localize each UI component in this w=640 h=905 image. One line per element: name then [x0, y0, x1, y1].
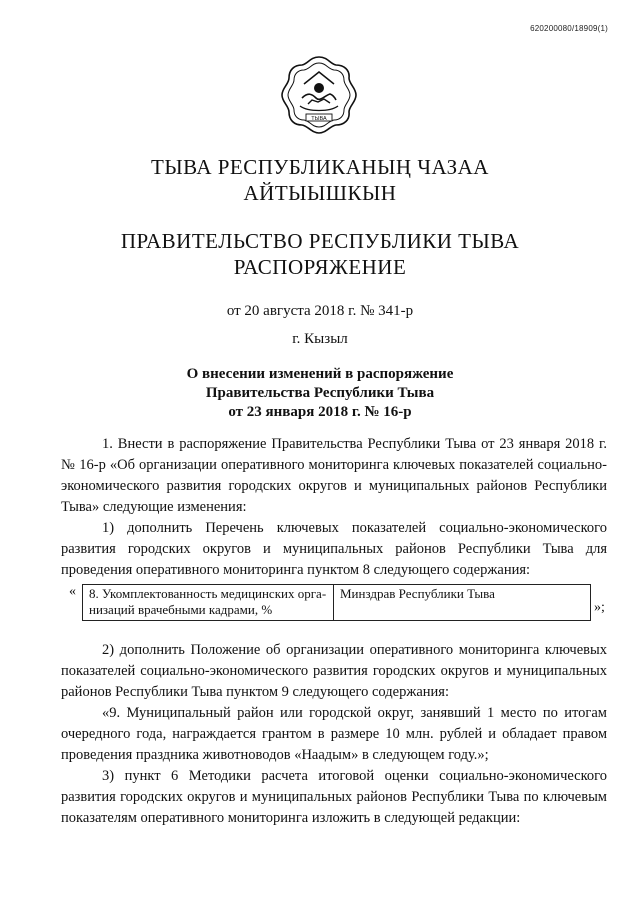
- header-russian-line1: ПРАВИТЕЛЬСТВО РЕСПУБЛИКИ ТЫВА: [120, 229, 520, 253]
- coat-of-arms-emblem: [278, 54, 360, 136]
- paragraph-2: 1) дополнить Перечень ключевых показателей социально-экономического развития городских округов и муниципальных районов Республики Тыва для проведения оперативного мониторинга пунктом 8 следующего содержания:: [61, 520, 607, 578]
- paragraph-3: 2) дополнить Положение об организации оперативного мониторинга ключевых показателей социально-экономического развития городских округов и муниципальных районов Республики Тыва пунктом 9 следующего содержания:: [61, 642, 607, 700]
- subject-line1: О внесении изменений в распоряжение: [186, 366, 454, 382]
- table-open-quote: «: [69, 584, 76, 599]
- date-line: от 20 августа 2018 г. № 341-р: [226, 303, 414, 319]
- emblem-icon: [278, 54, 360, 136]
- subject-line3: от 23 января 2018 г. № 16-р: [228, 404, 412, 420]
- table-close-quote: »;: [594, 600, 605, 615]
- header-russian-line2: РАСПОРЯЖЕНИЕ: [233, 255, 407, 279]
- paragraph-4: «9. Муниципальный район или городской округ, занявший 1 место по итогам очередного года, награждается грантом в размере 10 млн. рублей и обладает правом проведения праздника животноводов «Наадым» в следующем году.»;: [61, 705, 607, 763]
- subject-line2: Правительства Республики Тыва: [205, 385, 435, 401]
- city: г. Кызыл: [292, 331, 348, 347]
- header-tuvan-line2: АЙТЫЫШКЫН: [243, 181, 397, 205]
- table-cell-ministry: Минздрав Республики Тыва: [334, 585, 591, 621]
- table-cell-indicator: [83, 585, 334, 621]
- header-tuvan-line1: ТЫВА РЕСПУБЛИКАНЫҢ ЧАЗАА: [151, 155, 489, 179]
- table-cell-indicator-line2: низаций врачебными кадрами, %: [89, 602, 273, 617]
- indicator-table: [82, 584, 591, 621]
- table-row: [83, 585, 591, 621]
- table-cell-indicator-line1: 8. Укомплектованность медицинских орга-: [89, 586, 327, 601]
- paragraph-1: 1. Внести в распоряжение Правительства Республики Тыва от 23 января 2018 г. № 16-р «Об организации оперативного мониторинга ключевых показателей социально-экономического развития городских округов и муниципальных районов Республики Тыва» следующие изменения:: [61, 436, 607, 515]
- emblem-label: ТЫВА: [311, 116, 327, 122]
- paragraph-5: 3) пункт 6 Методики расчета итоговой оценки социально-экономического развития городских округов и муниципальных районов Республики Тыва по ключевым показателям оперативного мониторинга изложить в следующей редакции:: [61, 768, 607, 826]
- document-number: 620200080/18909(1): [530, 24, 608, 33]
